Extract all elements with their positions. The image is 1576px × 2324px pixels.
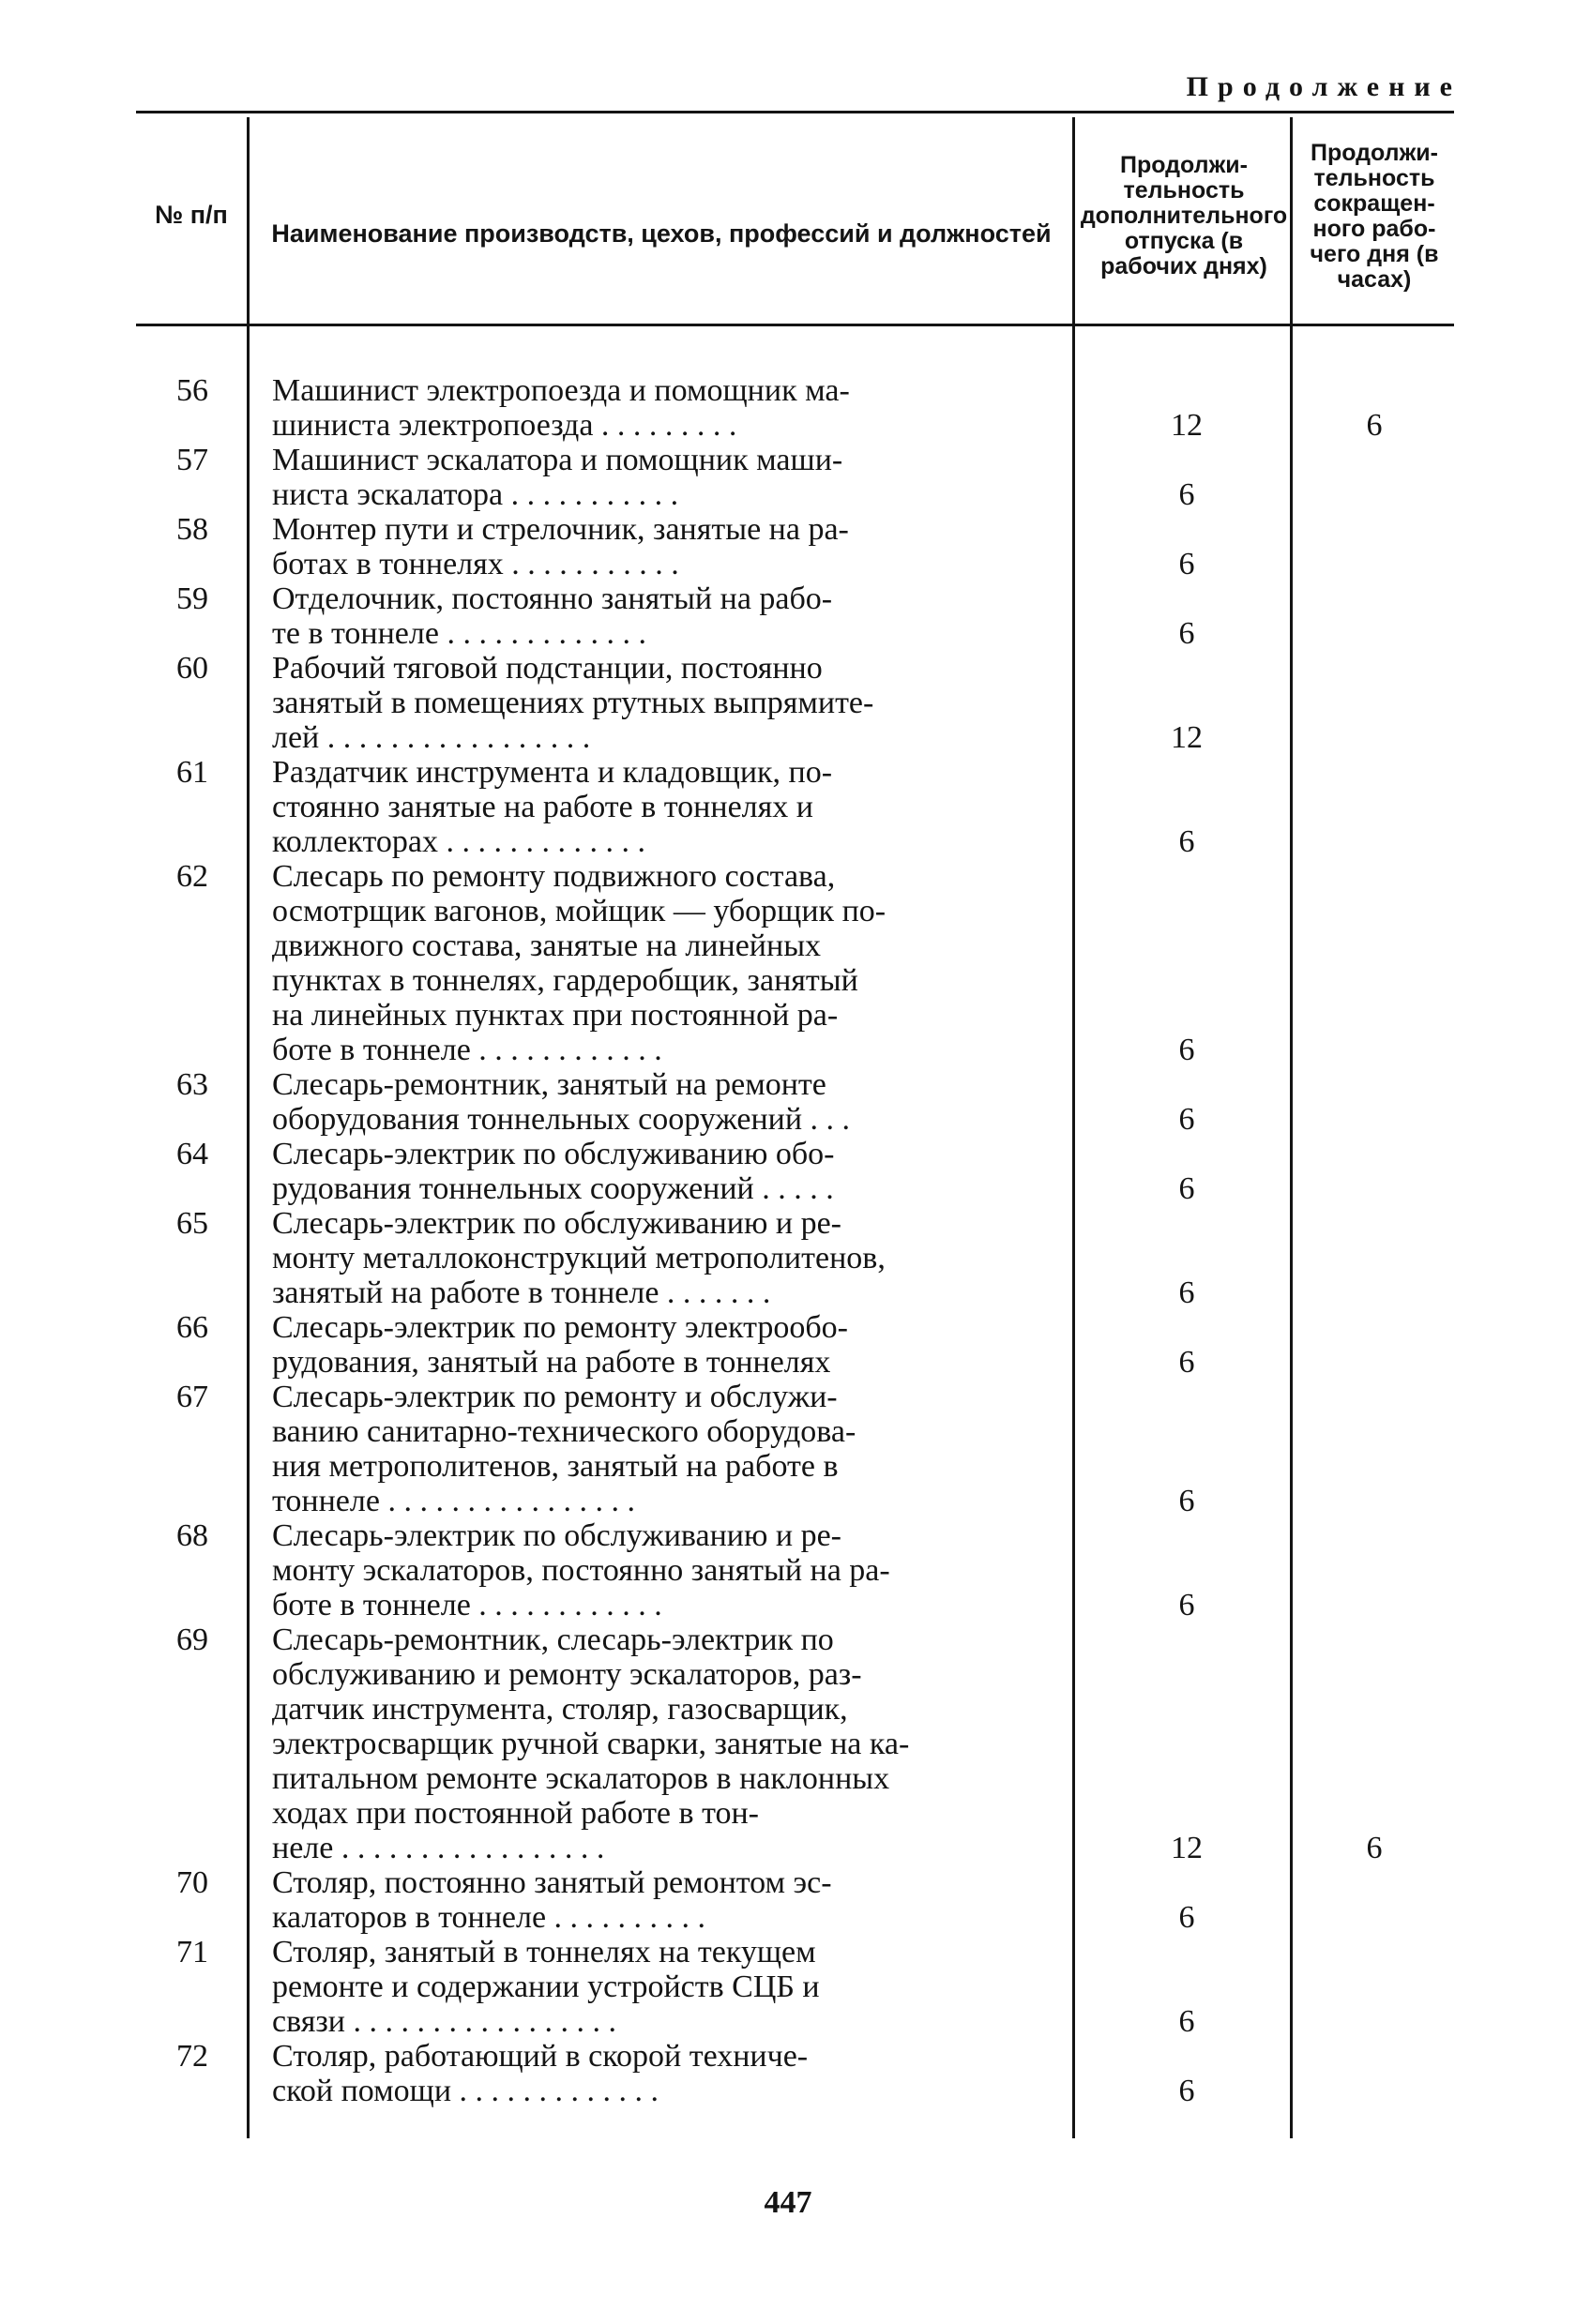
row-title-line: осмотрщик вагонов, мойщик — уборщик по- xyxy=(272,894,886,928)
row-title-line: Отделочник, постоянно занятый на рабо- xyxy=(272,581,833,616)
row-title-line: Столяр, работающий в скорой техниче- xyxy=(272,2039,809,2074)
row-title-line: лей . . . . . . . . . . . . . . . . . xyxy=(272,720,591,755)
row-title-line: занятый в помещениях ртутных выпрямите- xyxy=(272,686,874,720)
row-title-line: ремонте и содержании устройств СЦБ и xyxy=(272,1969,820,2004)
row-number: 59 xyxy=(176,581,208,616)
row-title-line: боте в тоннеле . . . . . . . . . . . . xyxy=(272,1588,662,1622)
row-title-line: тоннеле . . . . . . . . . . . . . . . . xyxy=(272,1484,635,1518)
row-title-line: рудования, занятый на работе в тоннелях xyxy=(272,1345,831,1380)
row-title-line: Рабочий тяговой подстанции, постоянно xyxy=(272,651,823,686)
row-title-line: коллекторах . . . . . . . . . . . . . xyxy=(272,824,645,859)
row-title-line: Слесарь-электрик по обслуживанию и ре- xyxy=(272,1518,841,1553)
vacation-days: 6 xyxy=(1178,1275,1195,1310)
row-number: 57 xyxy=(176,443,208,477)
header-number: № п/п xyxy=(155,201,228,230)
row-number: 63 xyxy=(176,1067,208,1102)
row-title-line: на линейных пунктах при постоянной ра- xyxy=(272,998,839,1033)
vacation-days: 6 xyxy=(1178,1484,1195,1518)
row-title-line: оборудования тоннельных сооружений . . . xyxy=(272,1102,851,1137)
header-vacation: Продолжительность дополнительного отпуска (в рабочих днях) xyxy=(1080,152,1288,279)
row-number: 61 xyxy=(176,755,208,790)
row-title-line: калаторов в тоннеле . . . . . . . . . . xyxy=(272,1900,706,1935)
row-title-line: ния метрополитенов, занятый на работе в xyxy=(272,1449,839,1484)
row-number: 69 xyxy=(176,1622,208,1657)
row-title xyxy=(272,1622,1051,1865)
vacation-days: 6 xyxy=(1178,616,1195,651)
row-title-line: обслуживанию и ремонту эскалаторов, раз- xyxy=(272,1657,862,1692)
row-title-line: Монтер пути и стрелочник, занятые на ра- xyxy=(272,512,849,547)
vacation-days: 6 xyxy=(1178,477,1195,512)
row-title-line: ской помощи . . . . . . . . . . . . . xyxy=(272,2074,659,2108)
row-title xyxy=(272,1310,1051,1380)
row-title-line: монту металлоконструкций метрополитенов, xyxy=(272,1241,886,1275)
header-name: Наименование производств, цехов, профессий и должностей xyxy=(271,219,1052,249)
row-number: 70 xyxy=(176,1865,208,1900)
vacation-days: 6 xyxy=(1178,1102,1195,1137)
row-title-line: ванию санитарно-технического оборудова- xyxy=(272,1414,856,1449)
row-title xyxy=(272,1137,1051,1206)
row-number: 67 xyxy=(176,1380,208,1414)
row-title-line: шиниста электропоезда . . . . . . . . . xyxy=(272,408,737,443)
row-title-line: Столяр, постоянно занятый ремонтом эс- xyxy=(272,1865,832,1900)
row-title-line: Слесарь-электрик по обслуживанию обо- xyxy=(272,1137,835,1171)
row-title-line: Машинист эскалатора и помощник маши- xyxy=(272,443,843,477)
row-title xyxy=(272,1518,1051,1622)
vacation-days: 6 xyxy=(1178,1588,1195,1622)
row-title-line: монту эскалаторов, постоянно занятый на ра- xyxy=(272,1553,890,1588)
row-title-line: рудования тоннельных сооружений . . . . . xyxy=(272,1171,834,1206)
row-title-line: Слесарь-ремонтник, слесарь-электрик по xyxy=(272,1622,834,1657)
row-title xyxy=(272,1206,1051,1310)
row-number: 66 xyxy=(176,1310,208,1345)
row-title-line: стоянно занятые на работе в тоннелях и xyxy=(272,790,813,824)
page-number: 447 xyxy=(764,2185,812,2220)
row-title-line: движного состава, занятые на линейных xyxy=(272,928,822,963)
row-title xyxy=(272,1865,1051,1935)
row-title-line: датчик инструмента, столяр, газосварщик, xyxy=(272,1692,848,1727)
row-number: 71 xyxy=(176,1935,208,1969)
short-day-hours: 6 xyxy=(1366,1831,1383,1865)
row-title-line: неле . . . . . . . . . . . . . . . . . xyxy=(272,1831,605,1865)
row-title xyxy=(272,1067,1051,1137)
row-title-line: Слесарь по ремонту подвижного состава, xyxy=(272,859,836,894)
row-title xyxy=(272,859,1051,1067)
header-short-day: Продолжительность сокращенного рабочего дня (в часах) xyxy=(1310,139,1439,293)
vacation-days: 6 xyxy=(1178,1171,1195,1206)
vacation-days: 6 xyxy=(1178,2074,1195,2108)
row-title-line: Раздатчик инструмента и кладовщик, по- xyxy=(272,755,833,790)
row-title-line: Слесарь-электрик по ремонту и обслужи- xyxy=(272,1380,838,1414)
row-title xyxy=(272,1935,1051,2039)
row-title-line: ходах при постоянной работе в тон- xyxy=(272,1796,759,1831)
row-title xyxy=(272,755,1051,859)
row-title xyxy=(272,1380,1051,1518)
row-number: 60 xyxy=(176,651,208,686)
row-number: 58 xyxy=(176,512,208,547)
row-number: 62 xyxy=(176,859,208,894)
vacation-days: 6 xyxy=(1178,1345,1195,1380)
row-title-line: связи . . . . . . . . . . . . . . . . . xyxy=(272,2004,616,2039)
row-number: 65 xyxy=(176,1206,208,1241)
row-title xyxy=(272,443,1051,512)
row-title xyxy=(272,581,1051,651)
row-title-line: Слесарь-электрик по ремонту электрообо- xyxy=(272,1310,849,1345)
vacation-days: 6 xyxy=(1178,1900,1195,1935)
row-title-line: питальном ремонте эскалаторов в наклонных xyxy=(272,1761,890,1796)
vacation-days: 12 xyxy=(1171,720,1203,755)
row-number: 68 xyxy=(176,1518,208,1553)
row-title-line: занятый на работе в тоннеле . . . . . . . xyxy=(272,1275,771,1310)
row-title xyxy=(272,651,1051,755)
vacation-days: 6 xyxy=(1178,1033,1195,1067)
row-title-line: Машинист электропоезда и помощник ма- xyxy=(272,373,850,408)
vacation-days: 6 xyxy=(1178,547,1195,581)
row-title-line: Слесарь-электрик по обслуживанию и ре- xyxy=(272,1206,841,1241)
vacation-days: 6 xyxy=(1178,2004,1195,2039)
row-title-line: те в тоннеле . . . . . . . . . . . . . xyxy=(272,616,646,651)
vacation-days: 12 xyxy=(1171,1831,1203,1865)
vacation-days: 12 xyxy=(1171,408,1203,443)
row-title-line: пунктах в тоннелях, гардеробщик, занятый xyxy=(272,963,858,998)
row-title-line: ботах в тоннелях . . . . . . . . . . . xyxy=(272,547,679,581)
continued-label: Продолжение xyxy=(1186,71,1462,102)
row-title-line: Слесарь-ремонтник, занятый на ремонте xyxy=(272,1067,826,1102)
row-number: 56 xyxy=(176,373,208,408)
vacation-days: 6 xyxy=(1178,824,1195,859)
row-title-line: Столяр, занятый в тоннелях на текущем xyxy=(272,1935,816,1969)
short-day-hours: 6 xyxy=(1366,408,1383,443)
row-number: 64 xyxy=(176,1137,208,1171)
row-title-line: боте в тоннеле . . . . . . . . . . . . xyxy=(272,1033,662,1067)
row-title xyxy=(272,512,1051,581)
row-title xyxy=(272,2039,1051,2108)
row-title-line: ниста эскалатора . . . . . . . . . . . xyxy=(272,477,679,512)
row-number: 72 xyxy=(176,2039,208,2074)
row-title-line: электросварщик ручной сварки, занятые на ка- xyxy=(272,1727,910,1761)
row-title xyxy=(272,373,1051,443)
